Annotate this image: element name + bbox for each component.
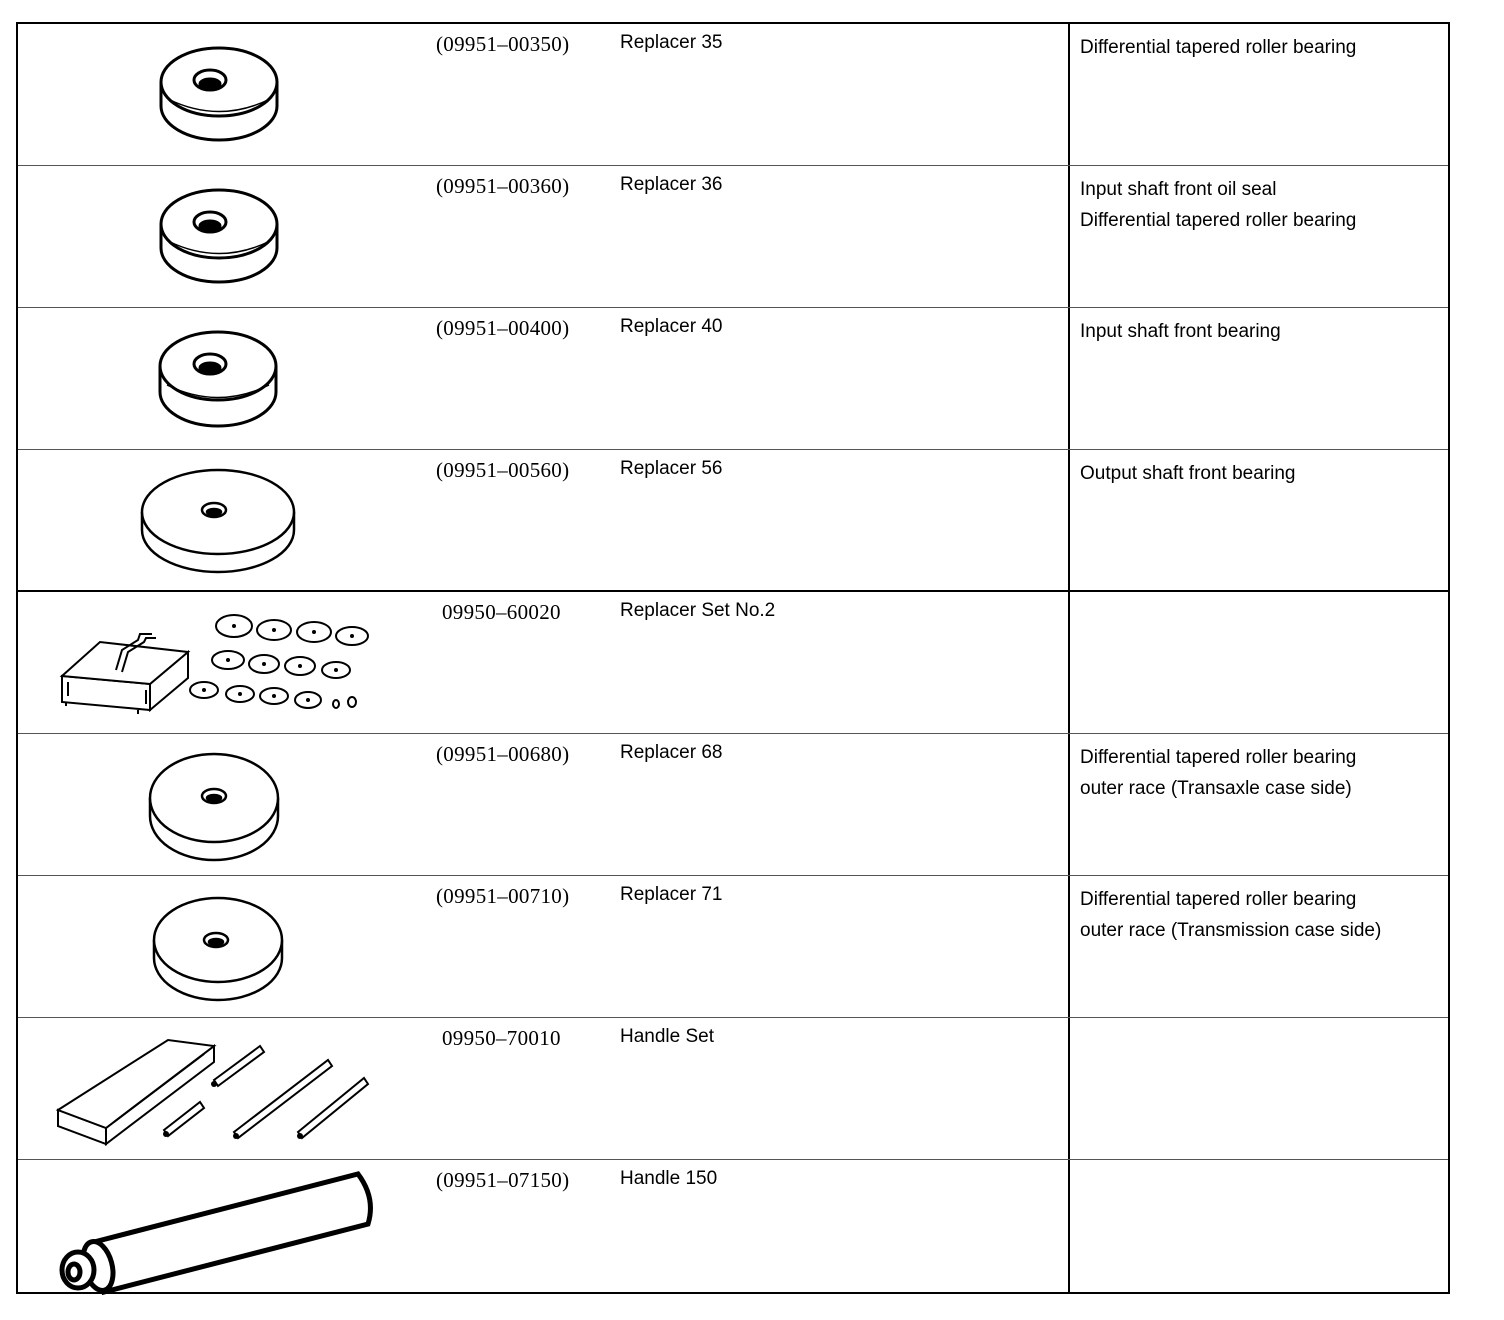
table-row — [18, 1018, 1448, 1160]
tool-usage — [1080, 458, 1440, 489]
handle-icon — [18, 1160, 418, 1300]
part-number: (09951–00360) — [436, 174, 570, 198]
usage-line: outer race (Transmission case side) — [1080, 920, 1382, 941]
table-row — [18, 592, 1448, 734]
usage-line: Input shaft front oil seal — [1080, 179, 1277, 200]
tool-usage — [1080, 742, 1440, 804]
usage-line: Input shaft front bearing — [1080, 321, 1281, 342]
part-number: (09951–00400) — [436, 316, 570, 340]
tool-name: Handle 150 — [620, 1168, 718, 1189]
tool-usage — [1080, 884, 1440, 946]
replacer-disc-icon — [18, 24, 418, 164]
tool-name: Replacer 35 — [620, 32, 723, 53]
tool-usage — [1080, 316, 1440, 347]
handle-set-icon — [18, 1018, 418, 1158]
usage-line: outer race (Transaxle case side) — [1080, 778, 1352, 799]
part-number: (09951–00560) — [436, 458, 570, 482]
tool-name: Replacer 56 — [620, 458, 723, 479]
table-row — [18, 734, 1448, 876]
usage-line: Differential tapered roller bearing — [1080, 747, 1357, 768]
usage-line: Differential tapered roller bearing — [1080, 210, 1357, 231]
replacer-disc-icon — [18, 308, 418, 448]
part-number: 09950–60020 — [442, 600, 561, 624]
part-number: (09951–00680) — [436, 742, 570, 766]
replacer-disc-icon — [18, 734, 418, 874]
usage-line: Output shaft front bearing — [1080, 463, 1296, 484]
usage-line: Differential tapered roller bearing — [1080, 37, 1357, 58]
usage-line: Differential tapered roller bearing — [1080, 889, 1357, 910]
replacer-disc-icon — [18, 450, 418, 590]
tool-name: Replacer 68 — [620, 742, 723, 763]
table-row — [18, 24, 1448, 166]
part-number: (09951–00710) — [436, 884, 570, 908]
replacer-disc-icon — [18, 166, 418, 306]
tool-name: Replacer Set No.2 — [620, 600, 776, 621]
tool-name: Handle Set — [620, 1026, 715, 1047]
part-number: 09950–70010 — [442, 1026, 561, 1050]
special-tools-table — [16, 22, 1450, 1294]
tool-name: Replacer 36 — [620, 174, 723, 195]
table-row — [18, 308, 1448, 450]
table-row — [18, 876, 1448, 1018]
table-row — [18, 1160, 1448, 1302]
tool-usage — [1080, 174, 1440, 236]
part-number: (09951–07150) — [436, 1168, 570, 1192]
tool-name: Replacer 40 — [620, 316, 723, 337]
replacer-set-case-icon — [18, 592, 418, 732]
table-row — [18, 166, 1448, 308]
tool-usage — [1080, 32, 1440, 63]
part-number: (09951–00350) — [436, 32, 570, 56]
replacer-disc-icon — [18, 876, 418, 1016]
table-row — [18, 450, 1448, 592]
tool-name: Replacer 71 — [620, 884, 723, 905]
